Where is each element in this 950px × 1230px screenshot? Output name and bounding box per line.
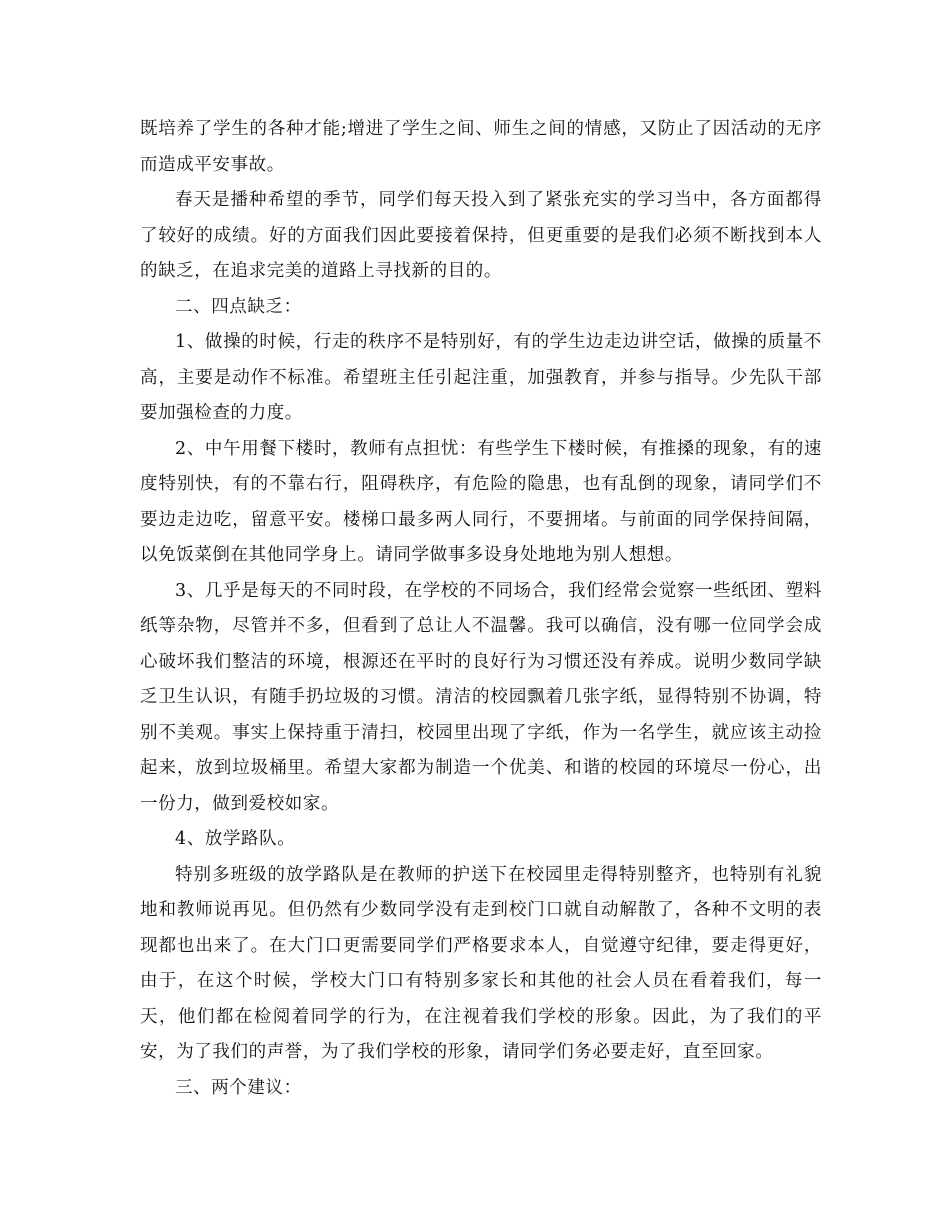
paragraph-1: 既培养了学生的各种才能;增进了学生之间、师生之间的情感，又防止了因活动的无序而造成平安事故。 bbox=[140, 119, 822, 175]
paragraph-point-2: 2、中午用餐下楼时，教师有点担忧：有些学生下楼时候，有推搡的现象，有的速度特别快，有的不靠右行，阻碍秩序，有危险的隐患，也有乱倒的现象，请同学们不要边走边吃，留意平安。楼梯口最多两人同行，不要拥堵。与前面的同学保持间隔，以免饭菜倒在其他同学身上。请同学做事多设身处地地为别人想想。 bbox=[140, 438, 822, 565]
paragraph-point-4-body: 特别多班级的放学路队是在教师的护送下在校园里走得特别整齐，也特别有礼貌地和教师说再见。但仍然有少数同学没有走到校门口就自动解散了，各种不文明的表现都也出来了。在大门口更需要同学们严格要求本人，自觉遵守纪律，要走得更好，由于，在这个时候，学校大门口有特别多家长和其他的社会人员在看着我们，每一天，他们都在检阅着同学的行为，在注视着我们学校的形象。因此，为了我们的平安，为了我们的声誉，为了我们学校的形象，请同学们务必要走好，直至回家。 bbox=[140, 864, 822, 1062]
paragraph-point-1: 1、做操的时候，行走的秩序不是特别好，有的学生边走边讲空话，做操的质量不高，主要是动作不标准。希望班主任引起注重，加强教育，并参与指导。少先队干部要加强检查的力度。 bbox=[140, 332, 822, 423]
section-heading-2: 二、四点缺乏： bbox=[175, 296, 302, 317]
paragraph-point-3: 3、几乎是每天的不同时段，在学校的不同场合，我们经常会觉察一些纸团、塑料纸等杂物，尽管并不多，但看到了总让人不温馨。我可以确信，没有哪一位同学会成心破坏我们整洁的环境，根源还在平时的良好行为习惯还没有养成。说明少数同学缺乏卫生认识，有随手扔垃圾的习惯。清洁的校园飘着几张字纸，显得特别不协调，特别不美观。事实上保持重于清扫，校园里出现了字纸，作为一名学生，就应该主动捡起来，放到垃圾桶里。希望大家都为制造一个优美、和谐的校园的环境尽一份心，出一份力，做到爱校如家。 bbox=[140, 580, 822, 814]
paragraph-2: 春天是播种希望的季节，同学们每天投入到了紧张充实的学习当中，各方面都得了较好的成绩。好的方面我们因此要接着保持，但更重要的是我们必须不断找到本人的缺乏，在追求完美的道路上寻找新的目的。 bbox=[140, 190, 822, 281]
section-heading-3: 三、两个建议： bbox=[175, 1077, 302, 1098]
paragraph-point-4-title: 4、放学路队。 bbox=[175, 829, 296, 849]
document-body bbox=[140, 112, 822, 1106]
